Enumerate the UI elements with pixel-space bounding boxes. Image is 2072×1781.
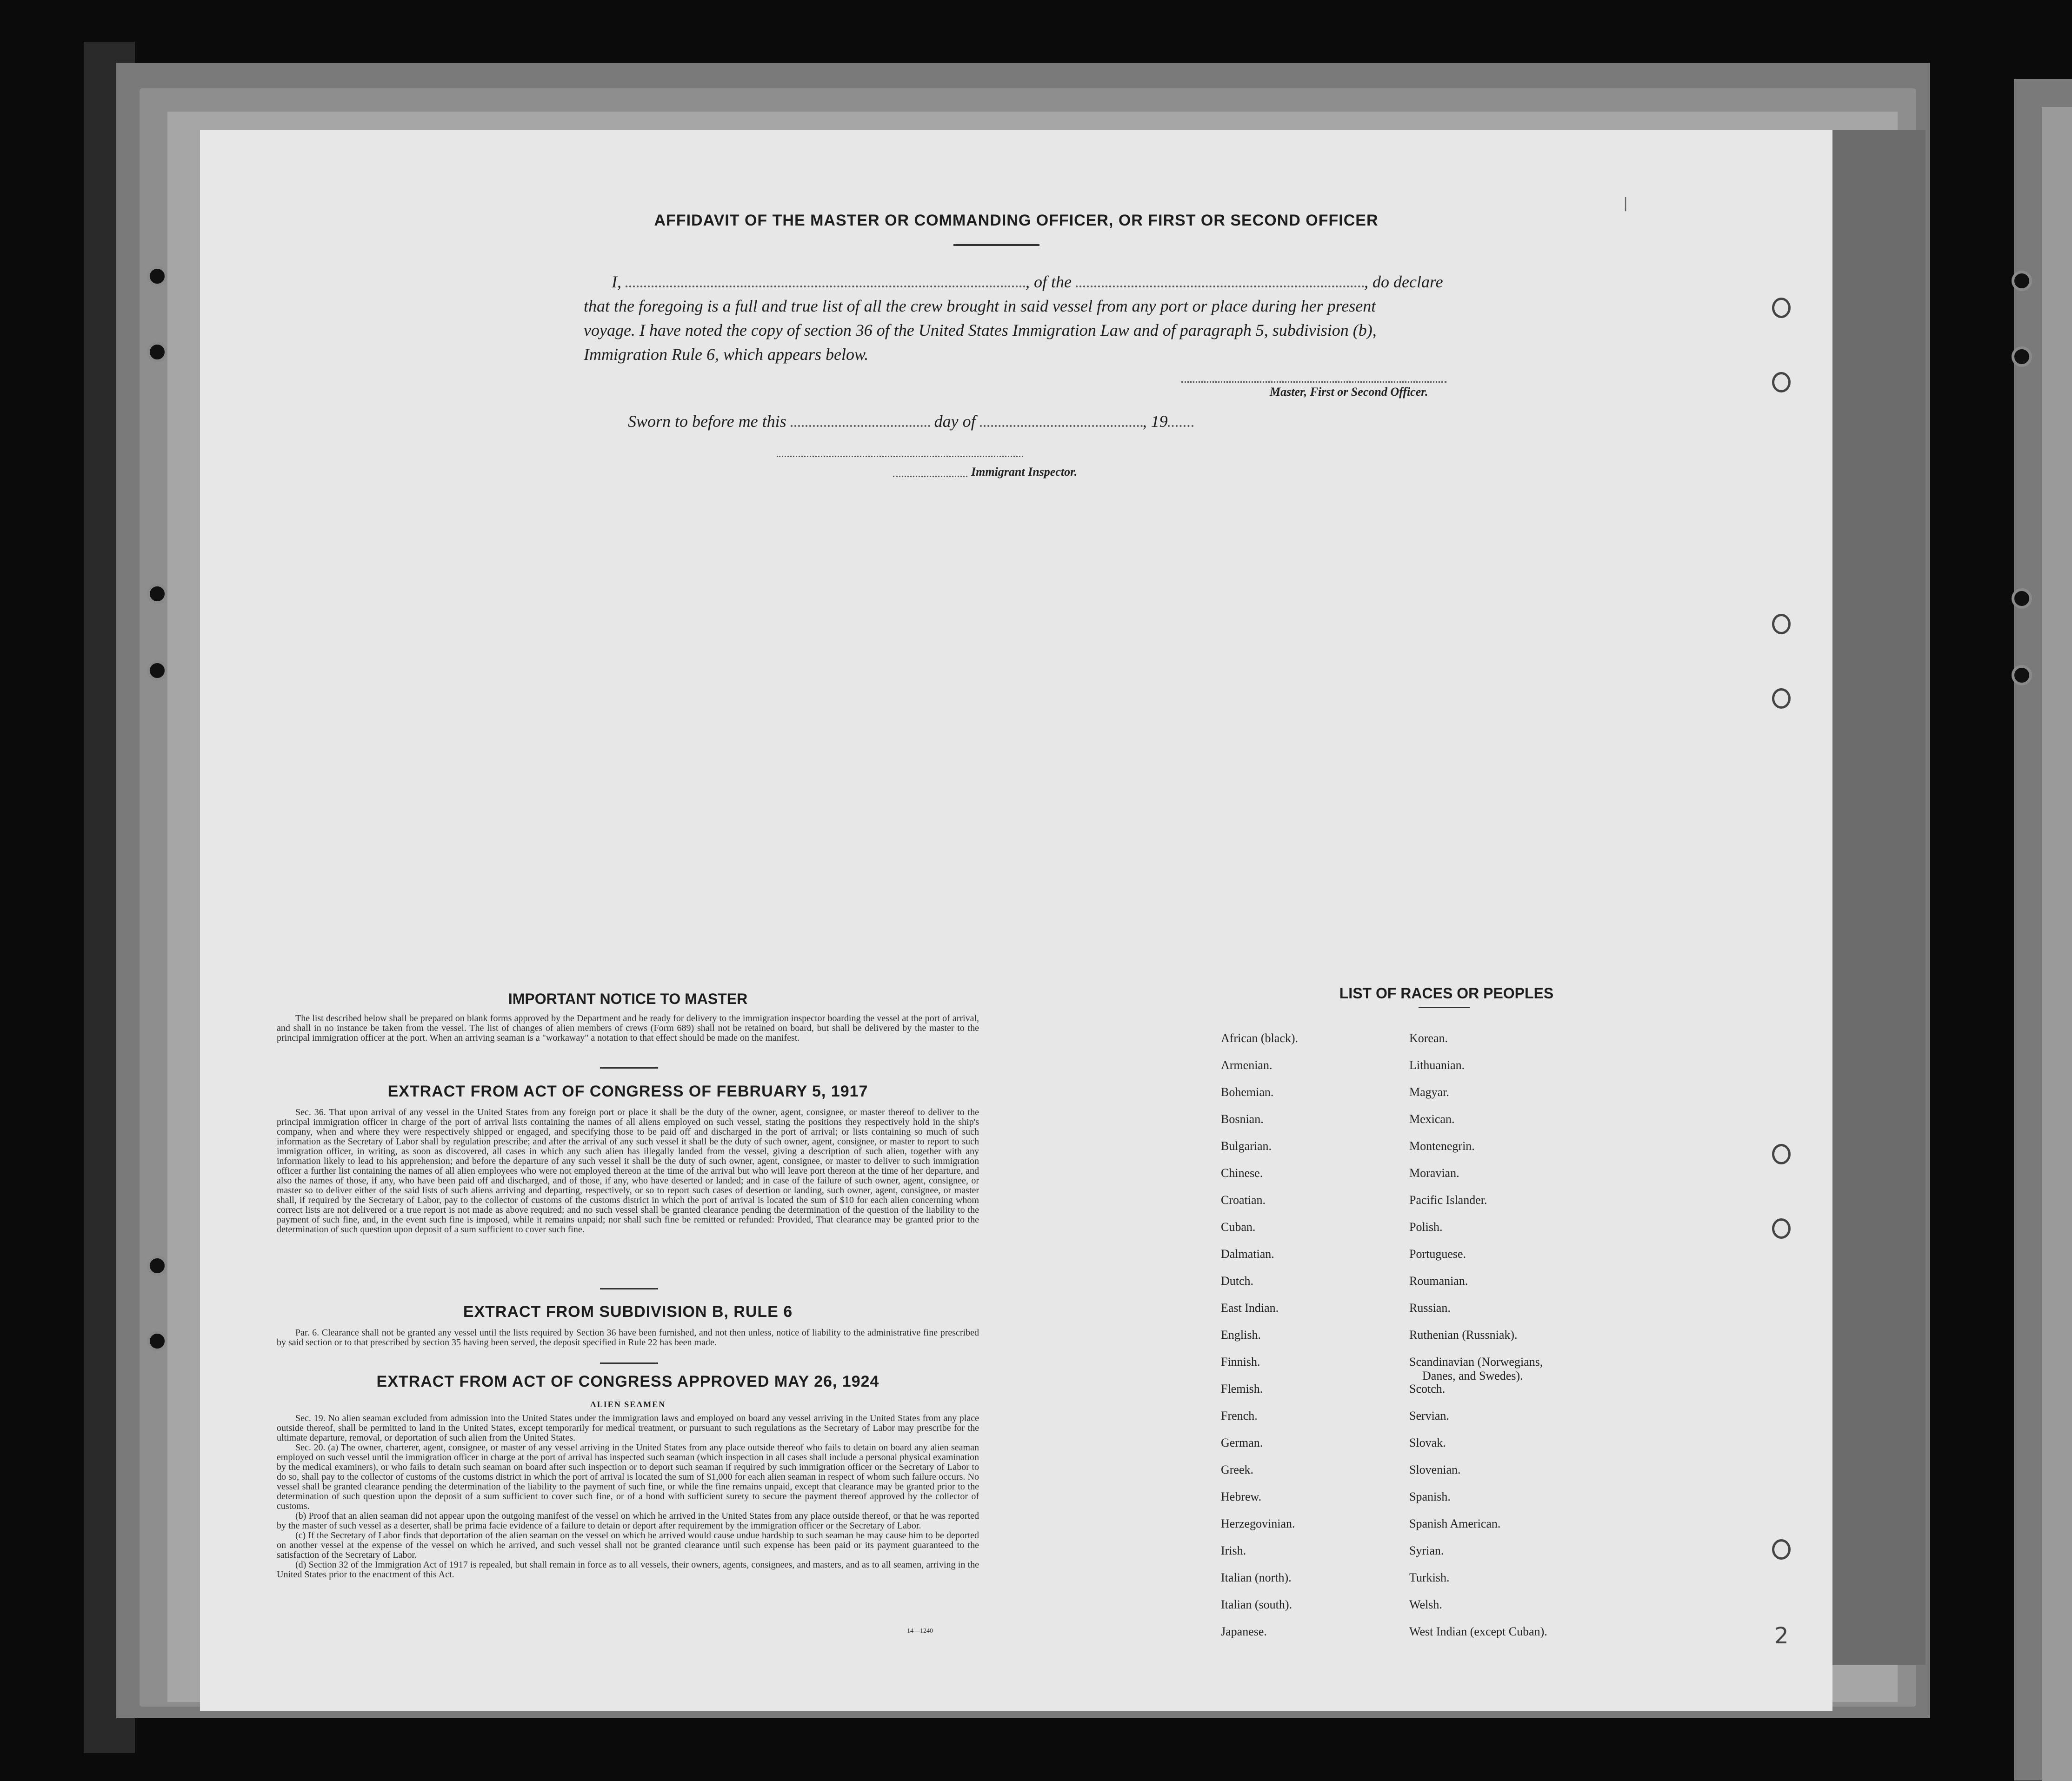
race-item: German. [1221,1436,1263,1449]
affidavit-line-3: voyage. I have noted the copy of section 36 of the United States Immigration Law and of paragraph 5, subdivision (b), [584,321,1377,339]
sworn-year-blank[interactable] [1168,425,1193,427]
race-item: Croatian. [1221,1193,1266,1207]
punch-hole-icon [147,342,167,362]
race-item: Portuguese. [1409,1247,1466,1261]
punch-hole-icon [2012,271,2032,291]
sec20a-paragraph: Sec. 20. (a) The owner, charterer, agent, consignee, or master of any vessel arriving in the United States from any place outside thereof who fails to detain on board any alien seaman employed on such vessel until the immigration officer in charge at the port of arrival has inspected such seaman (which inspection in all cases shall include a personal physical examination by the medical examiners), or who fails to detain such seaman on board after such inspection or to deport such seaman if required by such immigration officer or the Secretary of Labor to do so, shall pay to the collector of customs of the customs district in which the port of arrival is located the sum of $1,000 for each alien seaman in respect of whom such failure occurs. No vessel shall be granted clearance pending the determination of the liability to the payment of such fine, or while the fine remains unpaid, except that clearance may be granted prior to the determination of such question upon the deposit of a sum sufficient to cover such fine, or of a bond with sufficient surety to secure the payment thereof approved by the collector of customs. [277,1442,979,1511]
sworn-line [628,409,1721,433]
sworn-date-blank[interactable] [791,425,930,427]
pen-mark: 2 [1774,1623,1789,1649]
extract-rule6-title: EXTRACT FROM SUBDIVISION B, RULE 6 [463,1303,793,1321]
section-divider [600,1362,658,1364]
extract-rule6-body [277,1328,979,1348]
punch-hole-icon [1772,614,1791,634]
extract-1924-title: EXTRACT FROM ACT OF CONGRESS APPROVED MAY 26, 1924 [376,1373,879,1390]
punch-hole-icon [147,1331,167,1351]
race-item: Roumanian. [1409,1274,1468,1288]
notice-body [277,1014,979,1043]
race-item: Chinese. [1221,1166,1263,1180]
race-item: Pacific Islander. [1409,1193,1487,1207]
race-item: Mexican. [1409,1112,1455,1126]
notice-title: IMPORTANT NOTICE TO MASTER [508,990,748,1007]
race-item: Montenegrin. [1409,1139,1475,1153]
punch-hole-icon [147,1256,167,1276]
extract-1917-title: EXTRACT FROM ACT OF CONGRESS OF FEBRUARY 5, 1917 [387,1083,868,1100]
race-item: Herzegovinian. [1221,1517,1295,1530]
punch-hole-icon [2012,346,2032,367]
punch-hole-icon [2012,588,2032,609]
adjacent-page-edge [2042,107,2072,1781]
punch-hole-icon [147,266,167,286]
race-item: Magyar. [1409,1085,1449,1099]
declare-text: , do declare [1364,272,1443,291]
extract-1917-paragraph: Sec. 36. That upon arrival of any vessel in the United States from any foreign port or place it shall be the duty of the owner, agent, consignee, or master thereof to deliver to the principal immigration officer in charge of the port of arrival lists containing the names of all aliens employed on such vessel, stating the positions they respectively hold in the ship's company, when and where they were respectively shipped or engaged, and specifying those to be paid off and discharged in the port of arrival; or lists containing so much of such information as the Secretary of Labor shall by regulation prescribe; and after the arrival of any such vessel it shall be the duty of such owner, agent, consignee, or master to report to such immigration officer, in writing, as soon as discovered, all cases in which any such alien has illegally landed from the vessel, giving a description of such alien, together with any information likely to lead to his apprehension; and before the departure of any such vessel it shall be the duty of such owner, agent, consignee, or master to deliver to such immigration officer a further list containing the names of all alien employees who were not employed thereon at the time of the arrival but who will leave port thereon at the time of her departure, and also the names of those, if any, who have been paid off and discharged, and of those, if any, who have deserted or landed; and in case of the failure of such owner, agent, consignee, or master so to deliver either of the said lists of such aliens arriving and departing, respectively, or so to report such cases of desertion or landing, such owner, agent, consignee, or master shall, if required by the Secretary of Labor, pay to the collector of customs of the customs district in which the port of arrival is located the sum of $10 for each alien concerning whom correct lists are not delivered or a true report is not made as above required; and no such vessel shall be granted clearance pending the determination of the question of the liability to the payment of such fine, and, in the event such fine is imposed, while it remains unpaid; nor shall such fine be remitted or refunded: Provided, That clearance may be granted prior to the determination of such question upon deposit of a sum sufficient to cover such fine. [277,1107,979,1235]
sworn-prefix: Sworn to before me this [628,412,786,431]
race-item: Dutch. [1221,1274,1254,1288]
punch-hole-icon [1772,1218,1791,1239]
punch-hole-icon [2012,665,2032,685]
section-divider [600,1067,658,1069]
affidavit-line-4: Immigration Rule 6, which appears below. [584,345,869,364]
punch-hole-icon [147,584,167,604]
punch-hole-icon [1772,688,1791,709]
affidavit-line-2: that the foregoing is a full and true list of all the crew brought in said vessel from any port or place during her present [584,297,1376,315]
of-the-text: , of the [1026,272,1072,291]
races-right-column [1409,1031,1547,1652]
sec19-paragraph: Sec. 19. No alien seaman excluded from admission into the United States under the immigration laws and employed on board any vessel arriving in the United States from any place outside thereof, shall be permitted to land in the United States, except temporarily for medical treatment, or pursuant to such regulations as the Secretary of Labor may prescribe for the ultimate departure, removal, or deportation of such alien from the United States. [277,1413,979,1443]
race-item: East Indian. [1221,1301,1279,1315]
race-item: Finnish. [1221,1355,1260,1369]
race-item: West Indian (except Cuban). [1409,1625,1547,1638]
race-item: Welsh. [1409,1598,1442,1611]
extract-1924-body [277,1414,979,1580]
races-title: LIST OF RACES OR PEOPLES [1339,985,1554,1002]
sec20d-paragraph: (d) Section 32 of the Immigration Act of 1917 is repealed, but shall remain in force as to all vessels, their owners, agents, consignees, and masters, and as to all seamen, arriving in the United States prior to the enactment of this Act. [277,1560,979,1580]
race-item: Servian. [1409,1409,1449,1422]
race-item: Spanish. [1409,1490,1451,1503]
sec20b-paragraph: (b) Proof that an alien seaman did not appear upon the outgoing manifest of the vessel on which he arrived in the United States from any place outside thereof, or that he was reported by the master of such vessel as a deserter, shall be prima facie evidence of a failure to detain or deport after requirement by the immigration officer or the Secretary of Labor. [277,1511,979,1531]
pronoun-i: I, [612,272,621,291]
race-item: Japanese. [1221,1625,1267,1638]
race-item-continuation: Danes, and Swedes). [1422,1369,1523,1382]
race-item: Bosnian. [1221,1112,1264,1126]
race-item: Polish. [1409,1220,1443,1234]
race-item: African (black). [1221,1031,1299,1045]
race-item: Cuban. [1221,1220,1256,1234]
section-divider [600,1288,658,1289]
form-page [200,130,1832,1711]
race-item: Slovenian. [1409,1463,1461,1476]
race-item-scandinavian: Scandinavian (Norwegians, Danes, and Swedes). [1409,1355,1543,1382]
race-item: Dalmatian. [1221,1247,1274,1261]
sec20c-paragraph: (c) If the Secretary of Labor finds that deportation of the alien seaman on the vessel on which he arrived would cause undue hardship to such seaman he may cause him to be deported on another vessel at the expense of the vessel on which he arrived, and such vessel shall not be granted clearance until such expense has been paid or its payment guaranteed to the satisfaction of the Secretary of Labor. [277,1530,979,1560]
race-item: Scotch. [1409,1382,1446,1396]
race-item: Italian (south). [1221,1598,1293,1611]
race-item: Greek. [1221,1463,1254,1476]
master-signature-line[interactable] [1181,381,1446,383]
race-item: Spanish American. [1409,1517,1501,1530]
race-item: Irish. [1221,1544,1246,1557]
races-title-underline [1419,1007,1470,1008]
race-item: Hebrew. [1221,1490,1262,1503]
affidavit-text [584,270,1677,366]
affidavit-line-1 [584,270,1677,294]
race-item: Moravian. [1409,1166,1459,1180]
race-item: Ruthenian (Russniak). [1409,1328,1518,1342]
race-item: Bulgarian. [1221,1139,1272,1153]
race-item: Italian (north). [1221,1571,1292,1584]
inspector-signature-label: Immigrant Inspector. [971,465,1078,478]
affidavit-title: AFFIDAVIT OF THE MASTER OR COMMANDING OFFICER, OR FIRST OR SECOND OFFICER [654,212,1379,229]
race-item: Russian. [1409,1301,1451,1315]
races-left-column [1221,1031,1298,1652]
race-item: Flemish. [1221,1382,1263,1396]
sworn-year: , 19 [1142,412,1168,431]
form-number: 14—1240 [907,1628,933,1635]
pen-mark: | [1623,195,1628,212]
inspector-signature-line-1[interactable] [777,456,1023,457]
vessel-blank[interactable] [1076,286,1364,287]
punch-hole-icon [1772,1539,1791,1560]
race-item: Armenian. [1221,1058,1273,1072]
master-signature-label: Master, First or Second Officer. [1270,385,1428,399]
extract-1917-body [277,1108,979,1235]
punch-hole-icon [1772,372,1791,392]
alien-seamen-subtitle: ALIEN SEAMEN [590,1400,666,1409]
punch-hole-icon [1772,298,1791,318]
punch-hole-icon [147,660,167,681]
race-item: Bohemian. [1221,1085,1274,1099]
race-item: Turkish. [1409,1571,1450,1584]
race-item: Korean. [1409,1031,1448,1045]
race-item: French. [1221,1409,1258,1422]
punch-hole-icon [1772,1144,1791,1164]
race-item: Syrian. [1409,1544,1444,1557]
notice-paragraph: The list described below shall be prepared on blank forms approved by the Department and be ready for delivery to the immigration inspector boarding the vessel at the port of arrival, and shall in no instance be taken from the vessel. The list of changes of alien members of crews (Form 689) shall not be retained on board, but shall be delivered by the master to the principal immigration officer at the port. When an arriving seaman is a "workaway" a notation to that effect should be made on the manifest. [277,1013,979,1043]
extract-rule6-paragraph: Par. 6. Clearance shall not be granted any vessel until the lists required by Section 36 have been furnished, and not then unless, notice of liability to the administrative fine prescribed by said section or to that prescribed by section 35 having been served, the deposit specified in Rule 22 has been made. [277,1328,979,1348]
title-underline [953,244,1039,246]
sworn-day-of: day of [934,412,976,431]
race-item: Slovak. [1409,1436,1446,1449]
sworn-month-blank[interactable] [980,425,1143,427]
race-item: Lithuanian. [1409,1058,1465,1072]
inspector-signature-line-2[interactable] [893,476,967,477]
race-item: English. [1221,1328,1261,1342]
name-blank[interactable] [626,286,1026,287]
